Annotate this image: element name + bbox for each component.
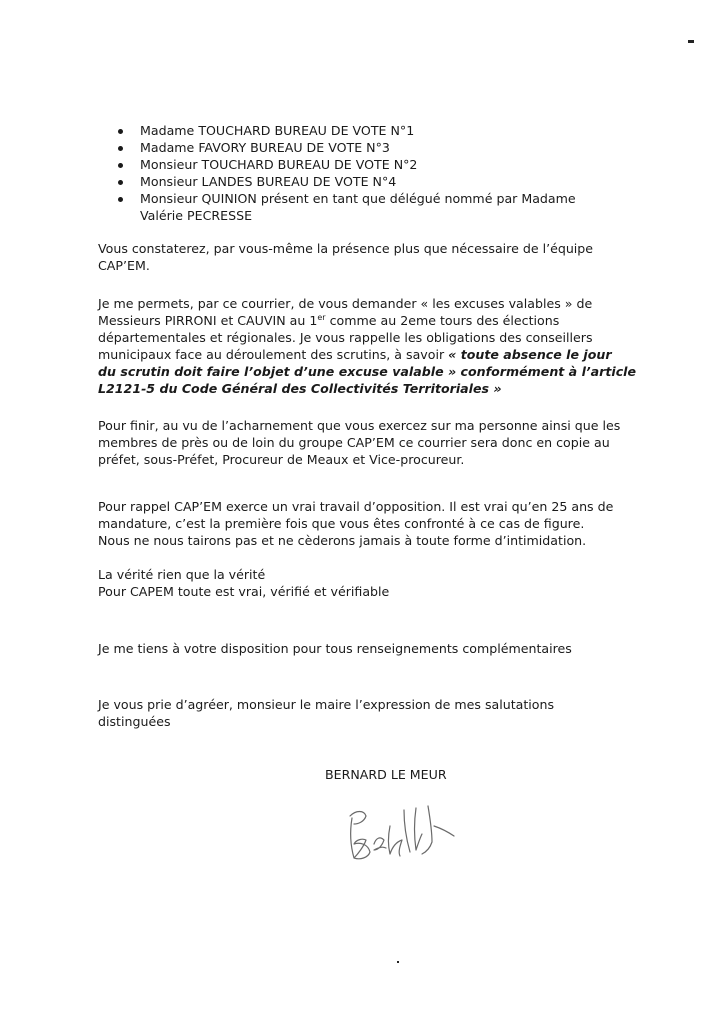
handwritten-signature: [344, 796, 464, 866]
paragraph-closing: Je vous prie d’agréer, monsieur le maire l’expression de mes salutations distinguées: [98, 697, 555, 729]
paragraph-team-presence: Vous constaterez, par vous-même la présence plus que nécessaire de l’équipe CAP’EM.: [98, 241, 594, 273]
paragraph-excuse-request: Je me permets, par ce courrier, de vous demander « les excuses valables » de Messieurs PIRRONI et CAUVIN au 1er comme au 2eme tours des élections départementales et régionales. Je vous rappelle les obligations des conseillers municipaux face au déroulement des scrutins, à savoir « toute absence le jour du scrutin doit faire l’objet d’une excuse valable » conformément à l’article L2121-5 du Code Général des Collectivités Territoriales »: [98, 296, 637, 396]
paragraph-opposition: Pour rappel CAP’EM exerce un vrai travail d’opposition. Il est vrai qu’en 25 ans de mandature, c’est la première fois que vous êtes confronté à ce cas de figure. Nous ne nous tairons pas et ne cèderons jamais à toute forme d’intimidation.: [98, 499, 614, 548]
paragraph-copy-recipients: Pour finir, au vu de l’acharnement que vous exercez sur ma personne ainsi que les membres de près ou de loin du groupe CAP’EM ce courrier sera donc en copie au préfet, sous-Préfet, Procureur de Meaux et Vice-procureur.: [98, 418, 621, 467]
paragraph-availability: Je me tiens à votre disposition pour tous renseignements complémentaires: [98, 641, 572, 656]
paragraph-truth: La vérité rien que la vérité Pour CAPEM toute est vrai, vérifié et vérifiable: [98, 567, 390, 599]
list-item: Monsieur QUINION présent en tant que délégué nommé par Madame Valérie PECRESSE: [104, 190, 604, 224]
scan-dot: [397, 961, 399, 963]
attendance-list: [104, 122, 604, 224]
list-item: Madame TOUCHARD BUREAU DE VOTE N°1: [104, 122, 604, 139]
list-item: Monsieur LANDES BUREAU DE VOTE N°4: [104, 173, 604, 190]
scan-mark: [688, 40, 694, 43]
list-item: Monsieur TOUCHARD BUREAU DE VOTE N°2: [104, 156, 604, 173]
signer-name: BERNARD LE MEUR: [325, 767, 447, 782]
list-item: Madame FAVORY BUREAU DE VOTE N°3: [104, 139, 604, 156]
